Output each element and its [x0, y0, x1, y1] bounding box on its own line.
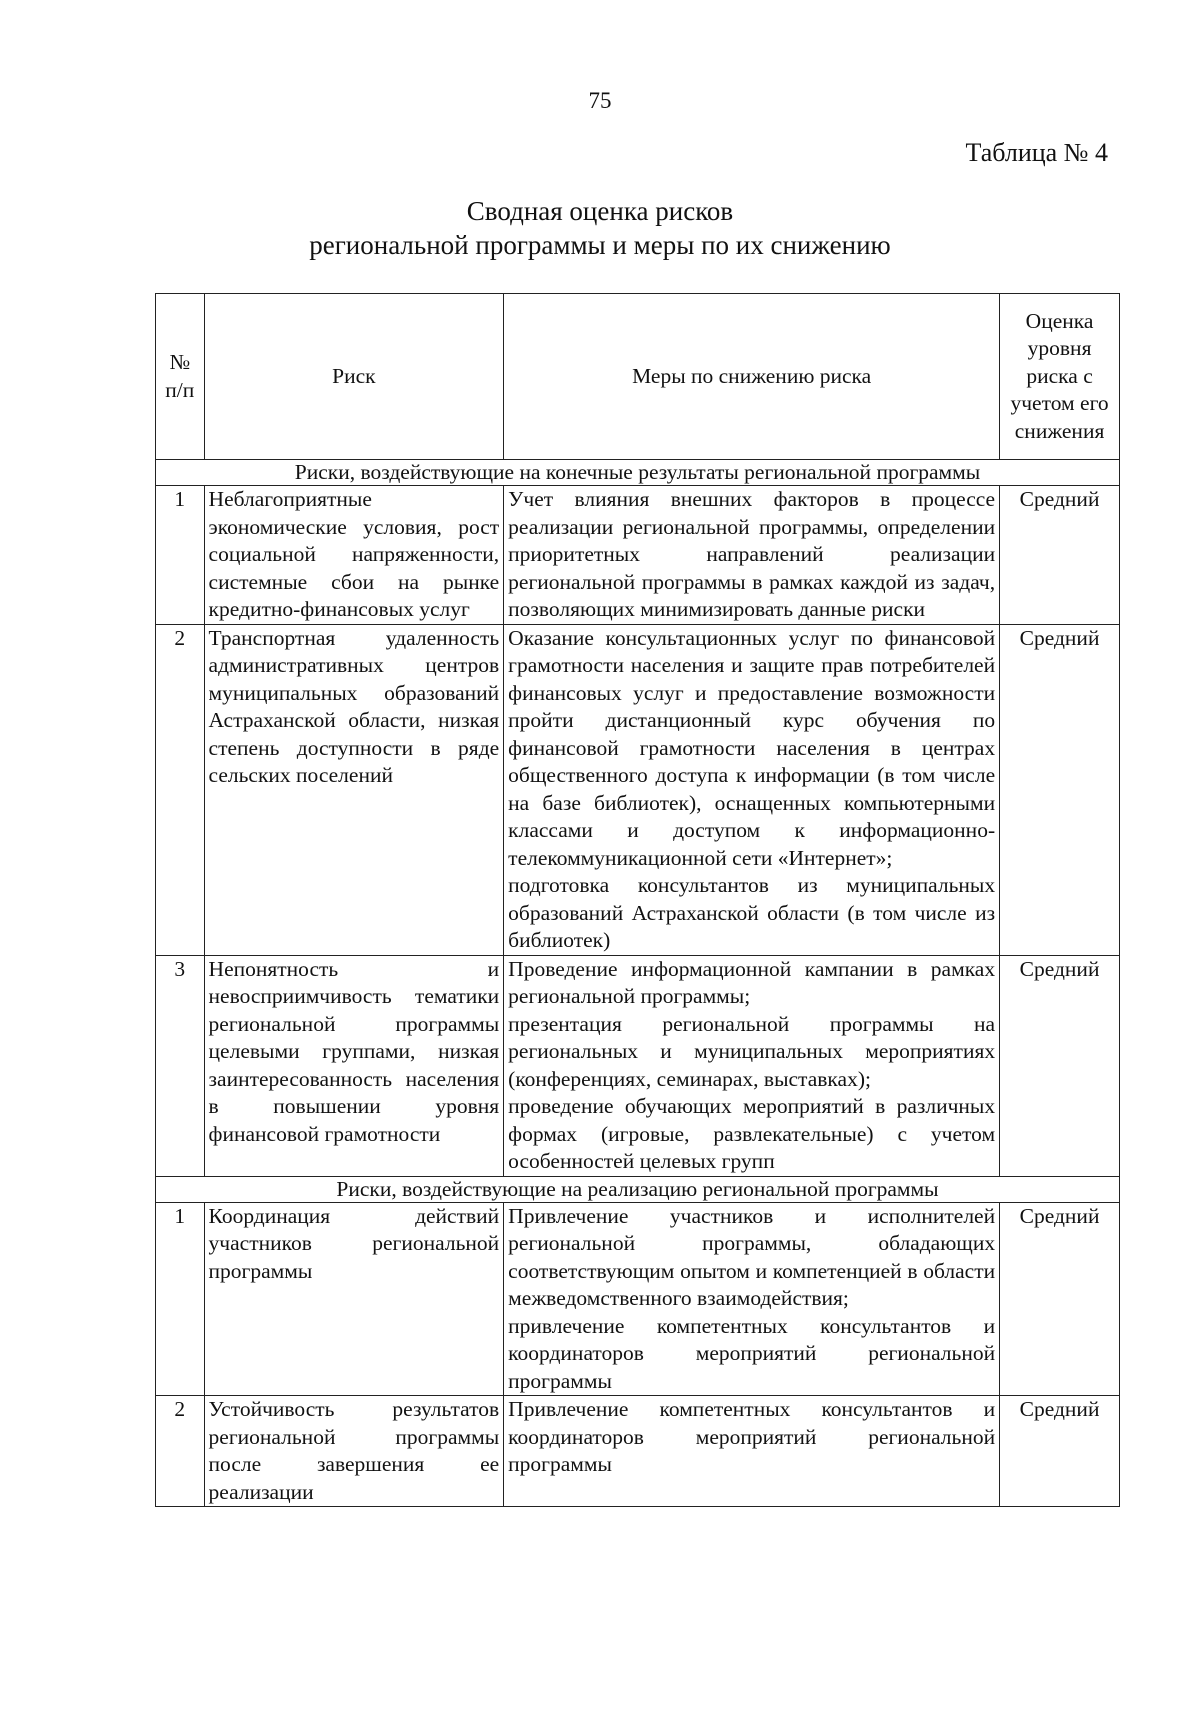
risk-mitigation-measures [504, 624, 1000, 955]
risk-level: Средний [1000, 486, 1120, 625]
row-number: 1 [156, 486, 205, 625]
risk-mitigation-measures [504, 1396, 1000, 1507]
header-risk: Риск [204, 294, 504, 460]
header-level: Оценка уровня риска с учетом его снижения [1000, 294, 1120, 460]
row-number: 2 [156, 624, 205, 955]
table-row [156, 486, 1120, 625]
risk-description: Неблагоприятные экономические условия, рост социальной напряженности, системные сбои на рынке кредитно-финансовых услуг [204, 486, 504, 625]
risk-description: Непонятность и невосприимчивость тематики региональной программы целевыми группами, низкая заинтересованность населения в повышении уровня финансовой грамотности [204, 955, 504, 1176]
table-row [156, 1396, 1120, 1507]
risk-description: Транспортная удаленность административных центров муниципальных образований Астраханской области, низкая степень доступности в ряде сельских поселений [204, 624, 504, 955]
risk-assessment-table [155, 293, 1120, 1507]
header-num: № п/п [156, 294, 205, 460]
measure-paragraph: подготовка консультантов из муниципальных образований Астраханской области (в том числе из библиотек) [508, 873, 996, 952]
risk-level: Средний [1000, 955, 1120, 1176]
table-header-row [156, 294, 1120, 460]
title-line-1: Сводная оценка рисков [466, 196, 734, 226]
risk-mitigation-measures [504, 486, 1000, 625]
table-body [156, 460, 1120, 1507]
risk-level: Средний [1000, 624, 1120, 955]
document-title [0, 194, 1200, 262]
table-row [156, 624, 1120, 955]
section-title: Риски, воздействующие на реализацию региональной программы [156, 1176, 1120, 1202]
measure-paragraph: презентация региональной программы на региональных и муниципальных мероприятиях (конференциях, семинарах, выставках); [508, 1011, 996, 1091]
risk-mitigation-measures [504, 955, 1000, 1176]
risk-level: Средний [1000, 1396, 1120, 1507]
measure-paragraph: Проведение информационной кампании в рамках региональной программы; [508, 956, 996, 1008]
row-number: 3 [156, 955, 205, 1176]
measure-paragraph: Привлечение участников и исполнителей региональной программы, обладающих соответствующим опытом и компетенцией в области межведомственного взаимодействия; [508, 1203, 996, 1310]
risk-description: Устойчивость результатов региональной программы после завершения ее реализации [204, 1396, 504, 1507]
table-label: Таблица № 4 [965, 138, 1108, 167]
section-header-row [156, 1176, 1120, 1202]
section-title: Риски, воздействующие на конечные результаты региональной программы [156, 460, 1120, 486]
table-row [156, 955, 1120, 1176]
row-number: 1 [156, 1202, 205, 1396]
measure-paragraph: Привлечение компетентных консультантов и координаторов мероприятий региональной программы [508, 1397, 996, 1476]
risk-level: Средний [1000, 1202, 1120, 1396]
risk-description: Координация действий участников региональной программы [204, 1202, 504, 1396]
title-line-2: региональной программы и меры по их снижению [309, 230, 891, 260]
measure-paragraph: привлечение компетентных консультантов и координаторов мероприятий региональной программы [508, 1313, 996, 1393]
measure-paragraph: Учет влияния внешних факторов в процессе реализации региональной программы, определении приоритетных направлений реализации региональной программы в рамках каждой из задач, позволяющих минимизировать данные риски [508, 487, 996, 621]
page-number: 75 [588, 88, 612, 113]
header-measures: Меры по снижению риска [504, 294, 1000, 460]
risk-mitigation-measures [504, 1202, 1000, 1396]
table-row [156, 1202, 1120, 1396]
measure-paragraph: Оказание консультационных услуг по финансовой грамотности населения и защите прав потребителей финансовых услуг и предоставление возможности пройти дистанционный курс обучения по финансовой грамотности населения в центрах общественного доступа к информации (в том числе на базе библиотек), оснащенных компьютерными классами и доступом к информационно-телекоммуникационной сети «Интернет»; [508, 625, 996, 870]
section-header-row [156, 460, 1120, 486]
row-number: 2 [156, 1396, 205, 1507]
measure-paragraph: проведение обучающих мероприятий в различных формах (игровые, развлекательные) с учетом особенностей целевых групп [508, 1094, 996, 1173]
